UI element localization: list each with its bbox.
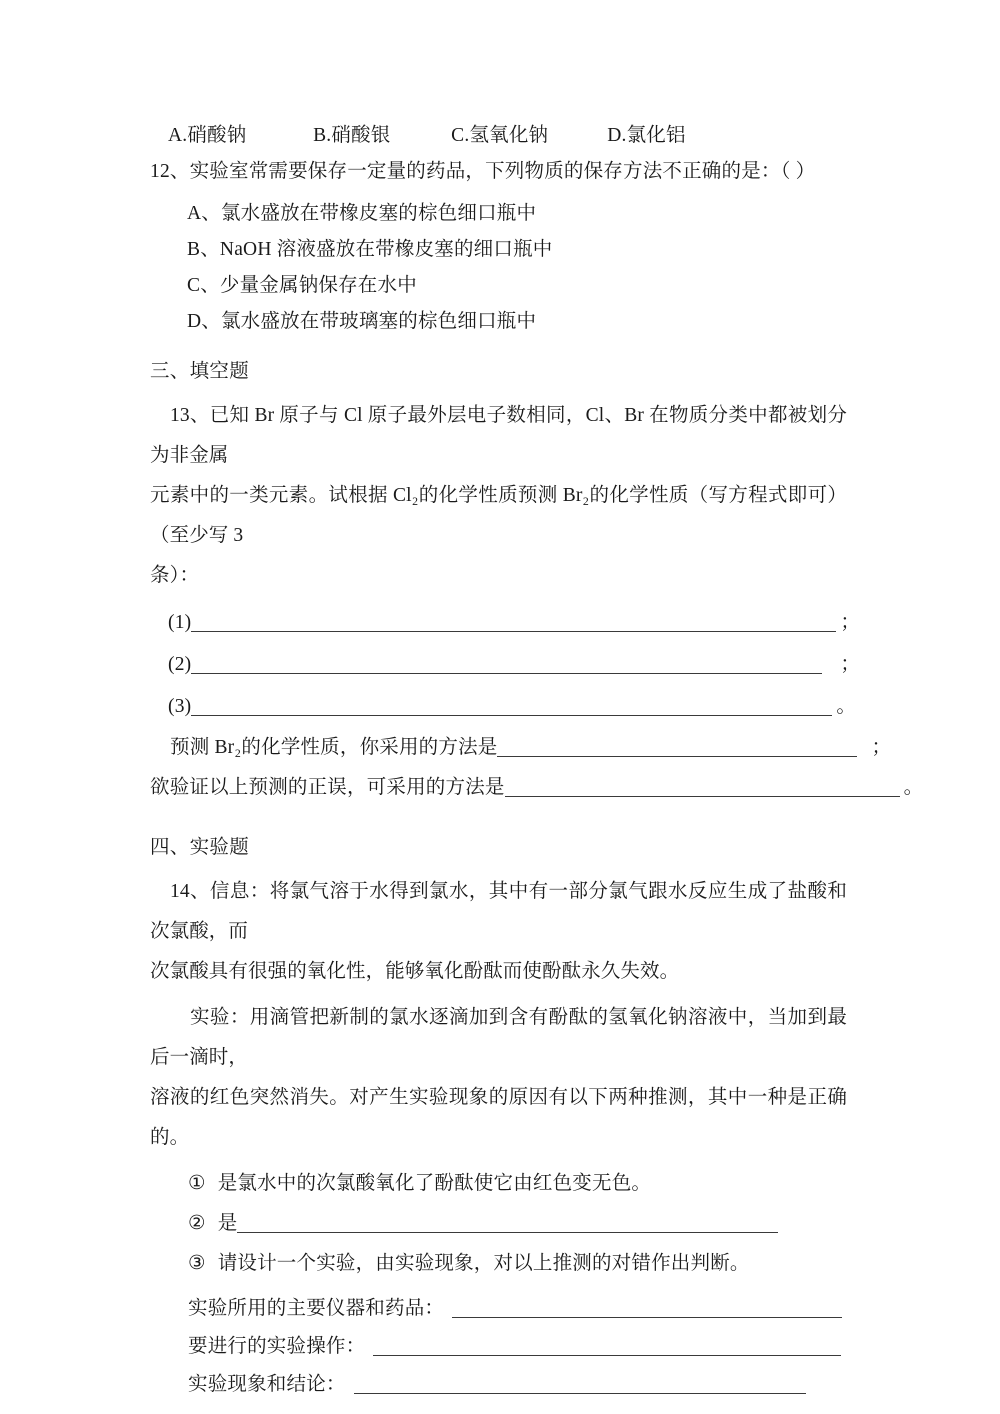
q13-blank-rule-3[interactable]: [191, 715, 832, 716]
spacer: [150, 808, 847, 830]
section-heading-experiment: 四、实验题: [150, 837, 250, 858]
q12-option-b: B、NaOH 溶液盛放在带橡皮塞的细口瓶中: [187, 239, 553, 260]
q14-item-3-text: 请设计一个实验，由实验现象，对以上推测的对错作出判断。: [217, 1253, 750, 1274]
q14-info-line1: 14、信息：将氯气溶于水得到氯水，其中有一部分氯气跟水反应生成了盐酸和次氯酸，而: [150, 881, 847, 942]
q13-blank-row-2: [150, 644, 861, 686]
q14-item-1-text: 是氯水中的次氯酸氧化了酚酞使它由红色变无色。: [217, 1173, 652, 1194]
q14-info-line2: 次氯酸具有很强的氧化性，能够氧化酚酞而使酚酞永久失效。: [150, 961, 680, 982]
q13-blank-rule-2[interactable]: [191, 673, 822, 674]
q14-item-2: [150, 1204, 847, 1244]
q13-stem-line2: 元素中的一类元素。试根据 Cl₂的化学性质预测 Br₂的化学性质（写方程式即可）（至少写 3: [150, 485, 847, 546]
q14-sub-instruments-row: [150, 1290, 847, 1328]
q12-option-a: A、氯水盛放在带橡皮塞的棕色细口瓶中: [187, 203, 537, 224]
q13-predict-rule[interactable]: [497, 756, 857, 757]
q13-stem-line3: 条）：: [150, 565, 200, 586]
q14-sub-conclusion-row: [150, 1366, 847, 1404]
q13-blank-row-1: [150, 602, 861, 644]
q14-item-2-rule[interactable]: [237, 1232, 778, 1233]
q14-sub-instruments-label: 实验所用的主要仪器和药品：: [188, 1298, 445, 1319]
q13-blank-rule-1[interactable]: [191, 631, 836, 632]
q13-blank-label-1: (1): [168, 612, 192, 633]
q13-blank-label-2: (2): [168, 654, 192, 675]
q13-stem-line1: 13、已知 Br 原子与 Cl 原子最外层电子数相同，Cl、Br 在物质分类中都被划分为非金属: [150, 405, 847, 466]
q11-options-row: [150, 118, 847, 154]
document-content: [150, 118, 924, 1404]
q14-item-2-text: 是: [217, 1213, 238, 1234]
q13-verify-rule[interactable]: [505, 796, 900, 797]
q13-predict-terminator: ；: [871, 737, 892, 758]
q14-sub-instruments-rule[interactable]: [452, 1317, 842, 1318]
q14-sub-operations-rule[interactable]: [373, 1355, 841, 1356]
q13-blank-terminator-3: 。: [836, 696, 857, 717]
q13-verify-prompt: 欲验证以上预测的正误，可采用的方法是: [150, 777, 505, 798]
q14-sub-operations-label: 要进行的实验操作：: [188, 1336, 366, 1357]
q13-blank-label-3: (3): [168, 696, 192, 717]
q13-blank-row-3: [150, 686, 857, 728]
q13-blank-terminator-2: ；: [840, 654, 861, 675]
q13-verify-row: [150, 768, 924, 808]
section-heading-fill-in: 三、填空题: [150, 361, 250, 382]
q11-option-b: B.硝酸银: [313, 125, 391, 146]
q14-item-3: [150, 1244, 847, 1284]
q13-predict-prompt: 预测 Br₂的化学性质，你采用的方法是: [170, 737, 498, 758]
q12-option-c: C、少量金属钠保存在水中: [187, 275, 417, 296]
q11-option-d: D.氯化铝: [607, 125, 686, 146]
spacer: [150, 340, 847, 354]
q11-option-a: A.硝酸钠: [168, 125, 247, 146]
q14-experiment-line1: 实验：用滴管把新制的氯水逐滴加到含有酚酞的氢氧化钠溶液中，当加到最后一滴时，: [150, 1007, 847, 1068]
q13-blank-terminator-1: ；: [840, 612, 861, 633]
q12-stem: 12、实验室常需要保存一定量的药品，下列物质的保存方法不正确的是：（ ）: [150, 161, 816, 182]
q14-sub-operations-row: [150, 1328, 847, 1366]
q14-sub-conclusion-rule[interactable]: [354, 1393, 806, 1394]
q14-item-1: [150, 1164, 847, 1204]
q14-item-3-marker: ③: [188, 1253, 206, 1274]
q14-item-2-marker: ②: [188, 1213, 206, 1234]
q14-item-1-marker: ①: [188, 1173, 206, 1194]
q11-option-c: C.氢氧化钠: [451, 125, 549, 146]
q14-sub-conclusion-label: 实验现象和结论：: [188, 1374, 346, 1395]
q12-option-d: D、氯水盛放在带玻璃塞的棕色细口瓶中: [187, 311, 537, 332]
q13-verify-terminator: 。: [903, 777, 924, 798]
q14-experiment-line2: 溶液的红色突然消失。对产生实验现象的原因有以下两种推测，其中一种是正确的。: [150, 1087, 847, 1148]
q13-predict-row: [150, 728, 892, 768]
